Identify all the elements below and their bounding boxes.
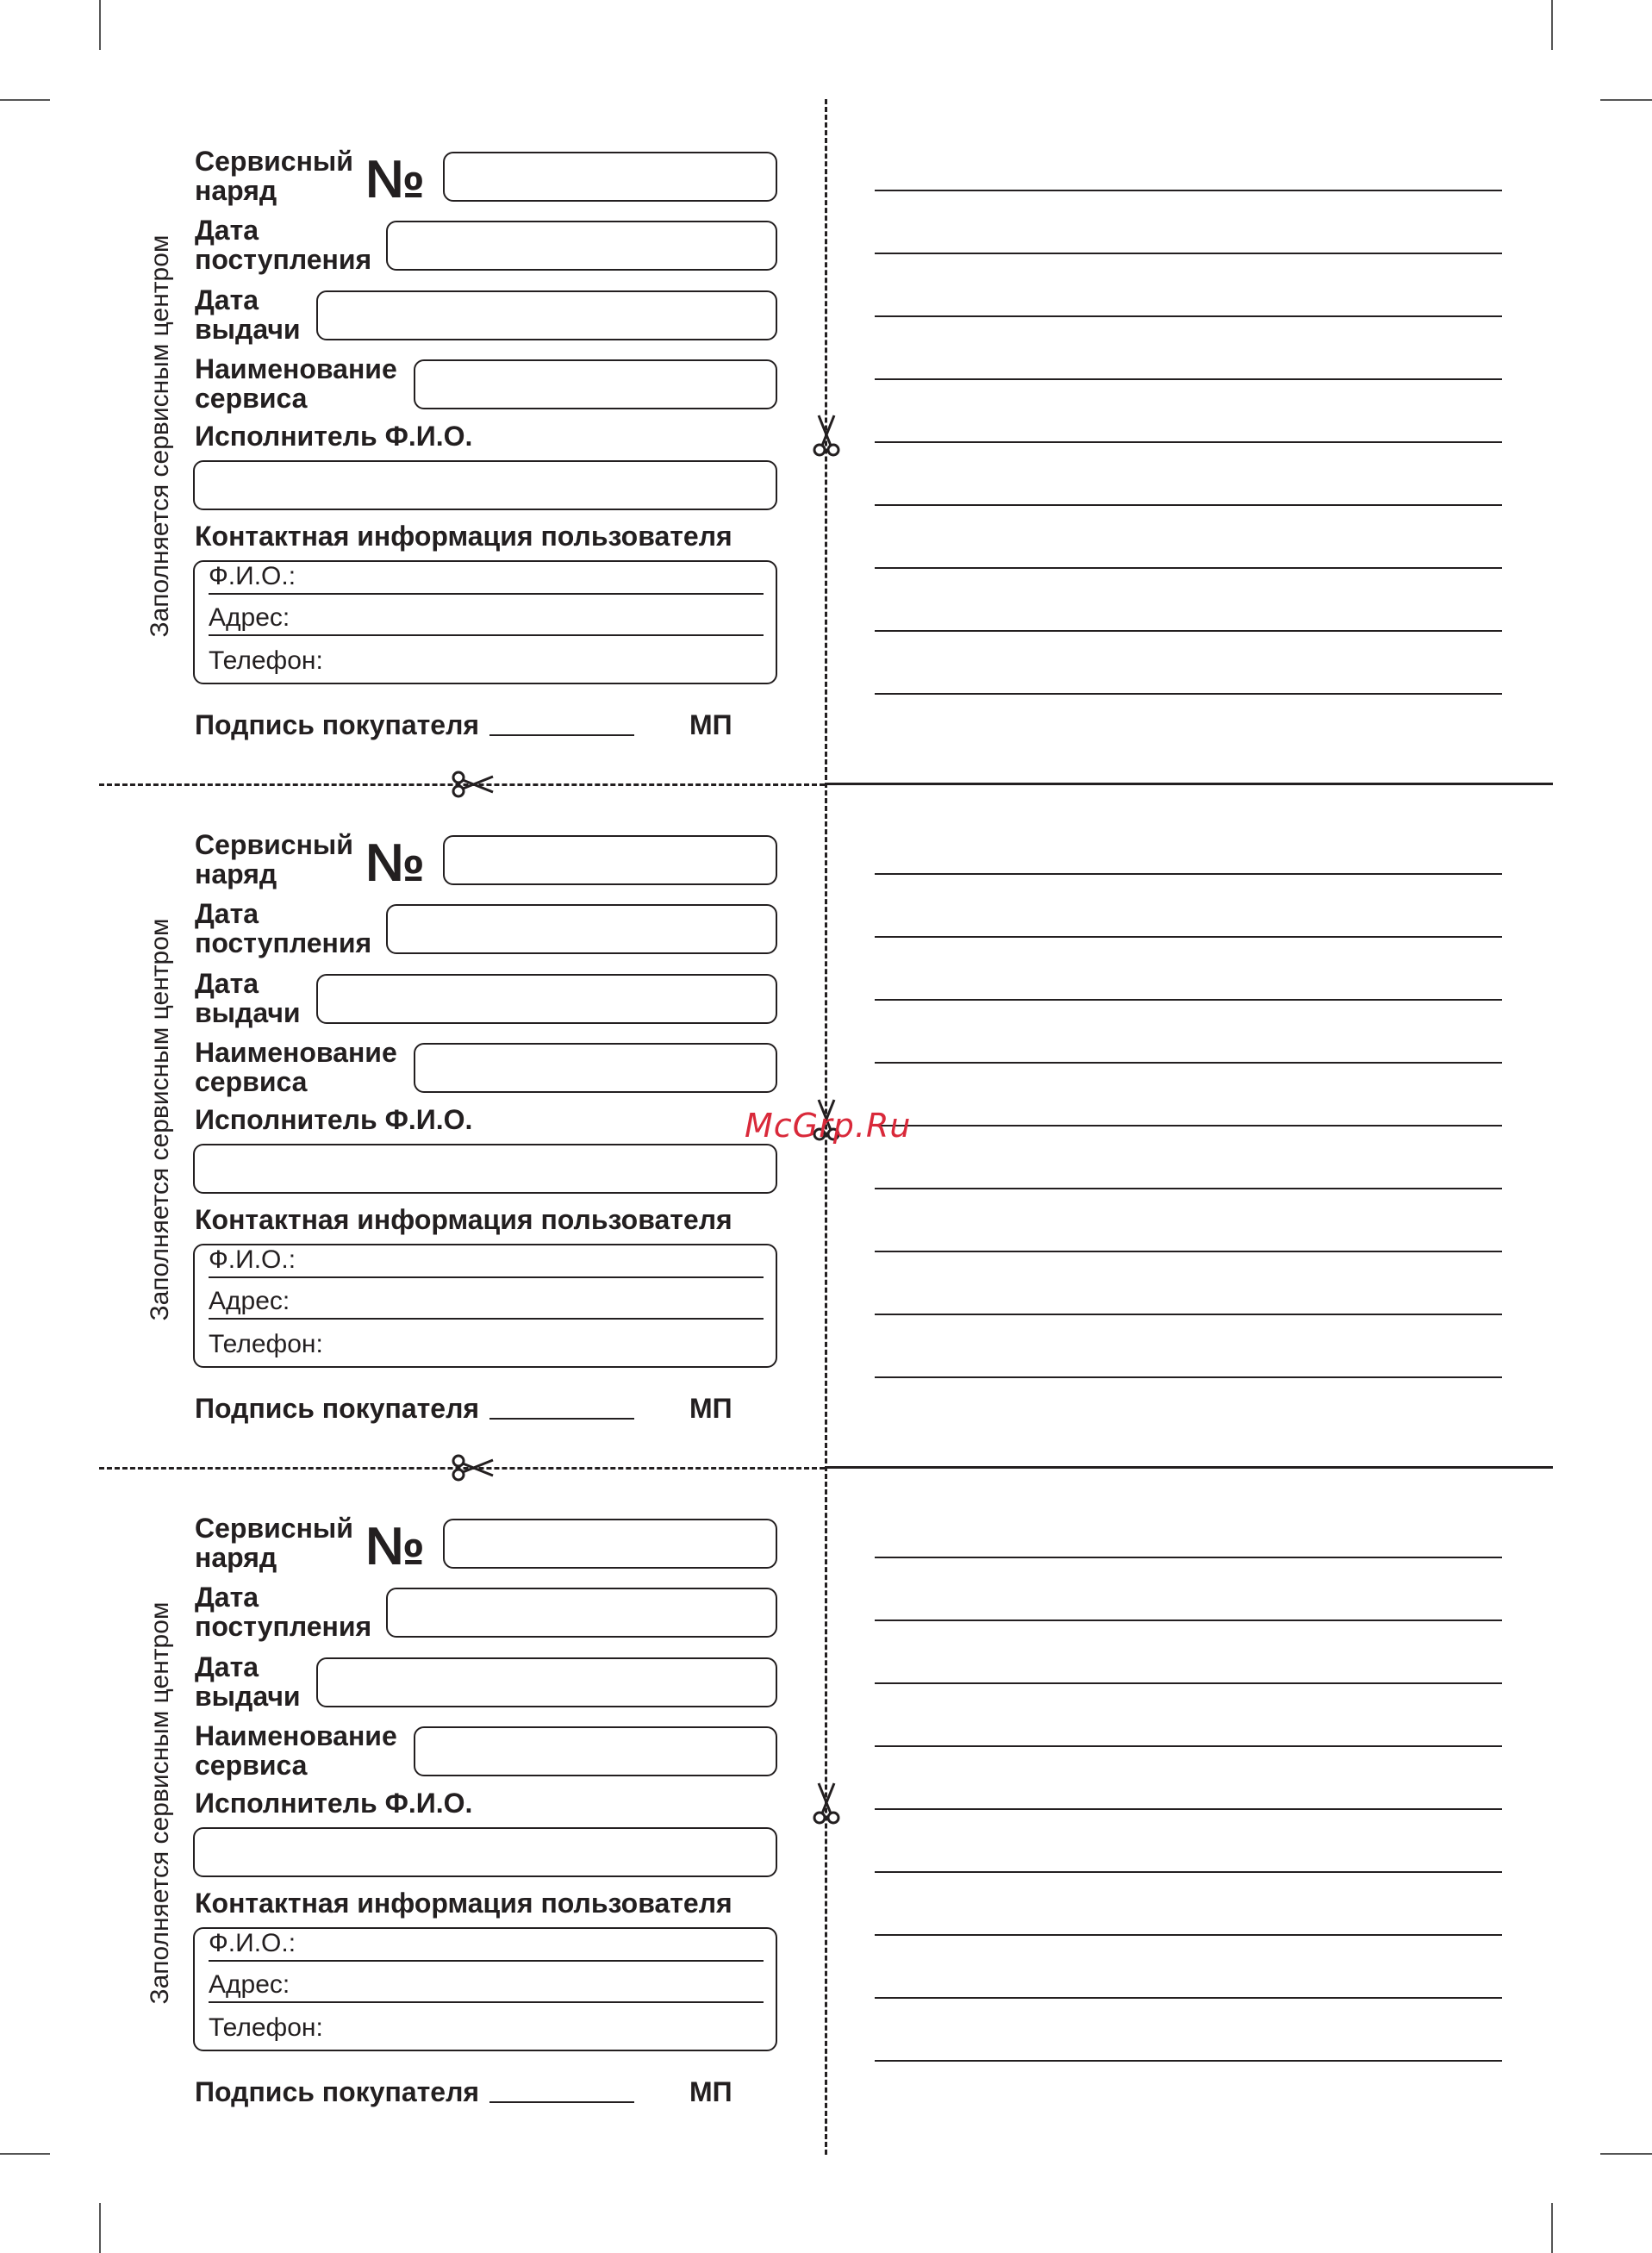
executor-field[interactable]	[193, 460, 777, 510]
fio-field[interactable]: Ф.И.О.:	[209, 1929, 764, 1962]
signature-label: Подпись покупателя	[195, 1393, 480, 1424]
contact-info-box	[193, 1244, 777, 1368]
stamp-label: МП	[689, 709, 732, 740]
service-name-field[interactable]	[414, 1726, 777, 1776]
executor-field[interactable]	[193, 1827, 777, 1877]
service-name-label: Наименование сервиса	[195, 1720, 397, 1781]
note-line	[875, 315, 1502, 317]
order-label: Сервисный наряд	[195, 829, 353, 889]
number-sign: №	[365, 833, 426, 893]
issued-date-label: Дата выдачи	[195, 968, 301, 1028]
note-line	[875, 1808, 1502, 1810]
note-line	[875, 441, 1502, 443]
note-line	[875, 1620, 1502, 1621]
signature-line[interactable]	[489, 1418, 634, 1420]
issued-date-label: Дата выдачи	[195, 284, 301, 345]
crop-mark	[99, 0, 101, 50]
received-date-label: Дата поступления	[195, 215, 372, 275]
note-line	[875, 873, 1502, 875]
issued-date-field[interactable]	[316, 290, 777, 340]
address-field[interactable]: Адрес:	[209, 603, 764, 636]
executor-label: Исполнитель Ф.И.О.	[195, 1788, 473, 1819]
note-line	[875, 693, 1502, 695]
service-name-field[interactable]	[414, 1043, 777, 1093]
note-line	[875, 378, 1502, 380]
note-line	[875, 2060, 1502, 2062]
crop-mark	[1551, 2203, 1553, 2253]
received-date-field[interactable]	[386, 1588, 777, 1638]
number-sign: №	[365, 1517, 426, 1576]
note-line	[875, 630, 1502, 632]
number-sign: №	[365, 150, 426, 209]
order-number-field[interactable]	[443, 1519, 777, 1569]
received-date-label: Дата поступления	[195, 1582, 372, 1642]
note-line	[875, 1376, 1502, 1378]
signature-line[interactable]	[489, 2101, 634, 2103]
order-label: Сервисный наряд	[195, 1513, 353, 1573]
issued-date-field[interactable]	[316, 974, 777, 1024]
note-line	[875, 1125, 1502, 1126]
issued-date-label: Дата выдачи	[195, 1651, 301, 1712]
service-name-field[interactable]	[414, 359, 777, 409]
note-line	[875, 1997, 1502, 1999]
executor-label: Исполнитель Ф.И.О.	[195, 421, 473, 452]
note-line	[875, 1871, 1502, 1873]
issued-date-field[interactable]	[316, 1657, 777, 1707]
note-line	[875, 1745, 1502, 1747]
executor-label: Исполнитель Ф.И.О.	[195, 1104, 473, 1135]
note-line	[875, 253, 1502, 254]
contact-info-box	[193, 1927, 777, 2051]
crop-mark	[99, 2203, 101, 2253]
phone-field: Телефон:	[209, 646, 323, 675]
note-line	[875, 1251, 1502, 1252]
service-coupon-1: Заполняется сервисным центром Сервисный наряд № Дата поступления Дата выдачи Наименование сервиса Исполнитель Ф.И.О. Контактная информация пользователя Ф.И.О.: Адрес: Телефон: Подпись покупателя МП	[0, 138, 1652, 822]
executor-field[interactable]	[193, 1144, 777, 1194]
service-name-label: Наименование сервиса	[195, 353, 397, 414]
note-line	[875, 936, 1502, 938]
received-date-field[interactable]	[386, 904, 777, 954]
fio-field[interactable]: Ф.И.О.:	[209, 1245, 764, 1278]
crop-mark	[0, 99, 50, 101]
contact-info-label: Контактная информация пользователя	[195, 1204, 732, 1235]
note-line	[875, 1934, 1502, 1936]
address-field[interactable]: Адрес:	[209, 1287, 764, 1320]
note-line	[875, 190, 1502, 191]
note-line	[875, 1557, 1502, 1558]
note-line	[875, 567, 1502, 569]
fio-field[interactable]: Ф.И.О.:	[209, 562, 764, 595]
order-label: Сервисный наряд	[195, 146, 353, 206]
service-coupon-3: Заполняется сервисным центром Сервисный наряд № Дата поступления Дата выдачи Наименование сервиса Исполнитель Ф.И.О. Контактная информация пользователя Ф.И.О.: Адрес: Телефон: Подпись покупателя МП	[0, 1505, 1652, 2189]
service-coupon-2: Заполняется сервисным центром Сервисный наряд № Дата поступления Дата выдачи Наименование сервиса Исполнитель Ф.И.О. Контактная информация пользователя Ф.И.О.: Адрес: Телефон: Подпись покупателя МП	[0, 821, 1652, 1506]
order-number-field[interactable]	[443, 835, 777, 885]
crop-mark	[1600, 99, 1652, 101]
signature-label: Подпись покупателя	[195, 709, 480, 740]
note-line	[875, 1062, 1502, 1064]
service-name-label: Наименование сервиса	[195, 1037, 397, 1097]
signature-label: Подпись покупателя	[195, 2076, 480, 2107]
received-date-label: Дата поступления	[195, 898, 372, 958]
phone-field: Телефон:	[209, 1330, 323, 1358]
phone-field: Телефон:	[209, 2013, 323, 2042]
note-line	[875, 1682, 1502, 1684]
received-date-field[interactable]	[386, 221, 777, 271]
contact-info-label: Контактная информация пользователя	[195, 1888, 732, 1919]
note-line	[875, 1314, 1502, 1315]
note-line	[875, 999, 1502, 1001]
contact-info-label: Контактная информация пользователя	[195, 521, 732, 552]
note-line	[875, 1188, 1502, 1189]
signature-line[interactable]	[489, 734, 634, 736]
address-field[interactable]: Адрес:	[209, 1970, 764, 2003]
note-line	[875, 504, 1502, 506]
order-number-field[interactable]	[443, 152, 777, 202]
watermark: McGrp.Ru	[745, 1107, 912, 1145]
crop-mark	[1551, 0, 1553, 50]
stamp-label: МП	[689, 1393, 732, 1424]
stamp-label: МП	[689, 2076, 732, 2107]
contact-info-box	[193, 560, 777, 684]
